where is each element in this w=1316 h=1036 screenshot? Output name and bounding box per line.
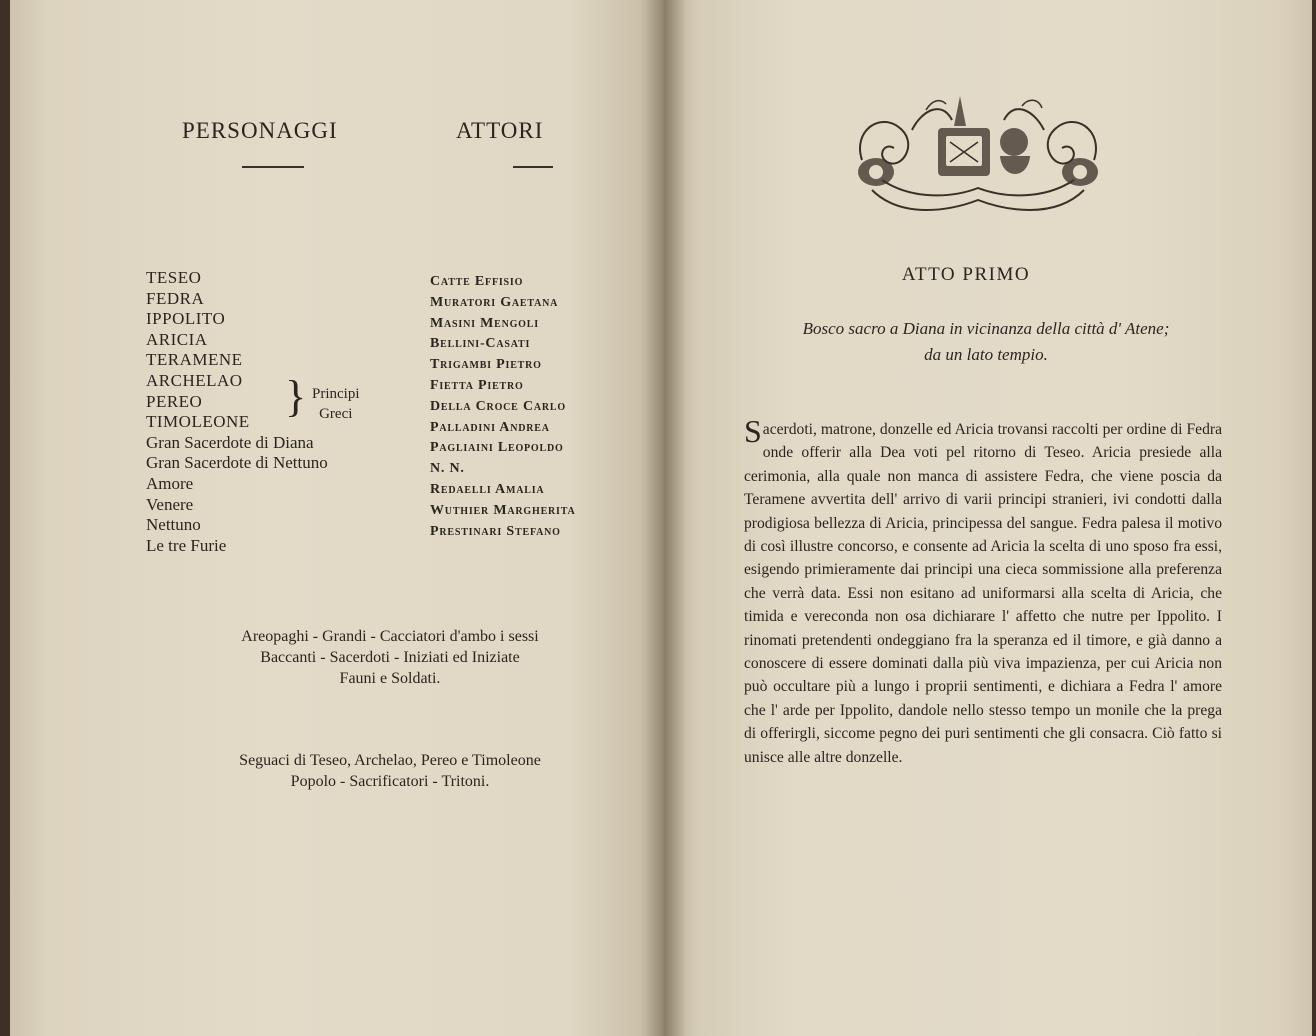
actor-entry: Masini Mengoli: [430, 315, 539, 331]
character-entry: Gran Sacerdote di Diana: [146, 432, 314, 452]
character-entry: Venere: [146, 494, 194, 514]
actor-entry: Bellini-Casati: [430, 336, 531, 352]
character-entry: FEDRA: [146, 288, 205, 308]
character-entry: ARCHELAO: [146, 370, 243, 390]
actor-entry: Della Croce Carlo: [430, 398, 566, 414]
actor-entry: Pagliaini Leopoldo: [430, 440, 564, 456]
character-entry: TIMOLEONE: [146, 412, 250, 432]
character-entry: Le tre Furie: [146, 535, 227, 555]
character-entry: PEREO: [146, 391, 203, 411]
character-entry: TERAMENE: [146, 350, 243, 370]
extras-line: Seguaci di Teseo, Archelao, Pereo e Timoleone: [239, 752, 541, 769]
extras-line: Popolo - Sacrificatori - Tritoni.: [290, 773, 490, 790]
scene-line-1: Bosco sacro a Diana in vicinanza della città d' Atene;: [802, 319, 1170, 338]
character-entry: Nettuno: [146, 515, 201, 535]
brace-label-line1: Principi: [312, 386, 360, 402]
ornament-headpiece-icon: [842, 90, 1114, 218]
actor-entry: Catte Effisio: [430, 274, 524, 289]
character-entry: IPPOLITO: [146, 309, 226, 329]
actor-entry: Fietta Pietro: [430, 377, 524, 393]
heading-attori: ATTORI: [456, 118, 544, 143]
extras-block-1: [150, 626, 630, 689]
actor-entry: Wuthier Margherita: [430, 502, 576, 518]
synopsis-paragraph: [744, 413, 1222, 769]
brace-label: [312, 384, 360, 424]
actor-entry: Redaelli Amalia: [430, 481, 545, 497]
extras-block-2: [150, 750, 630, 792]
brace-label-line2: Greci: [319, 406, 353, 422]
extras-line: Baccanti - Sacerdoti - Iniziati ed Iniziate: [260, 649, 520, 666]
act-title: ATTO PRIMO: [901, 264, 1031, 285]
character-entry: Gran Sacerdote di Nettuno: [146, 453, 328, 473]
drop-cap: S: [744, 413, 762, 449]
actor-entry: Muratori Gaetana: [430, 294, 559, 310]
extras-line: Fauni e Soldati.: [339, 670, 441, 687]
scene-description: [726, 316, 1246, 368]
heading-rule-right: [513, 166, 553, 168]
scene-line-2: da un lato tempio.: [924, 345, 1048, 364]
actor-entry: N. N.: [430, 461, 465, 477]
character-entry: TESEO: [146, 268, 202, 287]
book-spine-shadow: [640, 0, 686, 1036]
right-page: [666, 0, 1312, 1036]
left-page: [10, 0, 666, 1036]
synopsis-text: acerdoti, matrone, donzelle ed Aricia trovansi raccolti per ordine di Fedra onde offerir alla Dea voti pel ritorno di Teseo. Aricia presiede alla cerimonia, alla quale non manca di assistere Fedra, che viene poscia da Teramene avvertita dell' arrivo di varii principi stranieri, ivi condotti dalla prodigiosa bellezza di Aricia, principessa del sangue. Fedra palesa il motivo di così illustre concorso, e consente ad Aricia la scelta di uno sposo fra essi, esigendo primieramente dai principi una cieca sommissione alla preferenza che verrà data. Essi non esitano ad uniformarsi alla scelta di Aricia, che timida e vereconda non osa dichiarare l' affetto che nutre per Ippolito. I rinomati pretendenti ondeggiano fra la speranza ed il timore, e già danno a conoscere di essere dominati dalla più viva impazienza, per cui Aricia non può occultare più a lungo i proprii sentimenti, e dichiara a Fedra l' amore che l' arde per Ippolito, dandole nello stesso tempo un monile che la prega di offerirgli, siccome pegno dei puri sentimenti che gli consacra. Ciò fatto si unisce alle altre donzelle.: [744, 421, 1222, 766]
heading-personaggi: PERSONAGGI: [182, 118, 338, 143]
actor-list: [430, 272, 576, 542]
heading-rule-left: [242, 166, 304, 168]
character-entry: Amore: [146, 473, 194, 493]
extras-line: Areopaghi - Grandi - Cacciatori d'ambo i sessi: [241, 628, 539, 645]
brace-glyph: }: [285, 372, 307, 421]
actor-entry: Trigambi Pietro: [430, 357, 542, 373]
actor-entry: Palladini Andrea: [430, 419, 550, 435]
character-entry: ARICIA: [146, 329, 208, 349]
actor-entry: Prestinari Stefano: [430, 523, 561, 539]
